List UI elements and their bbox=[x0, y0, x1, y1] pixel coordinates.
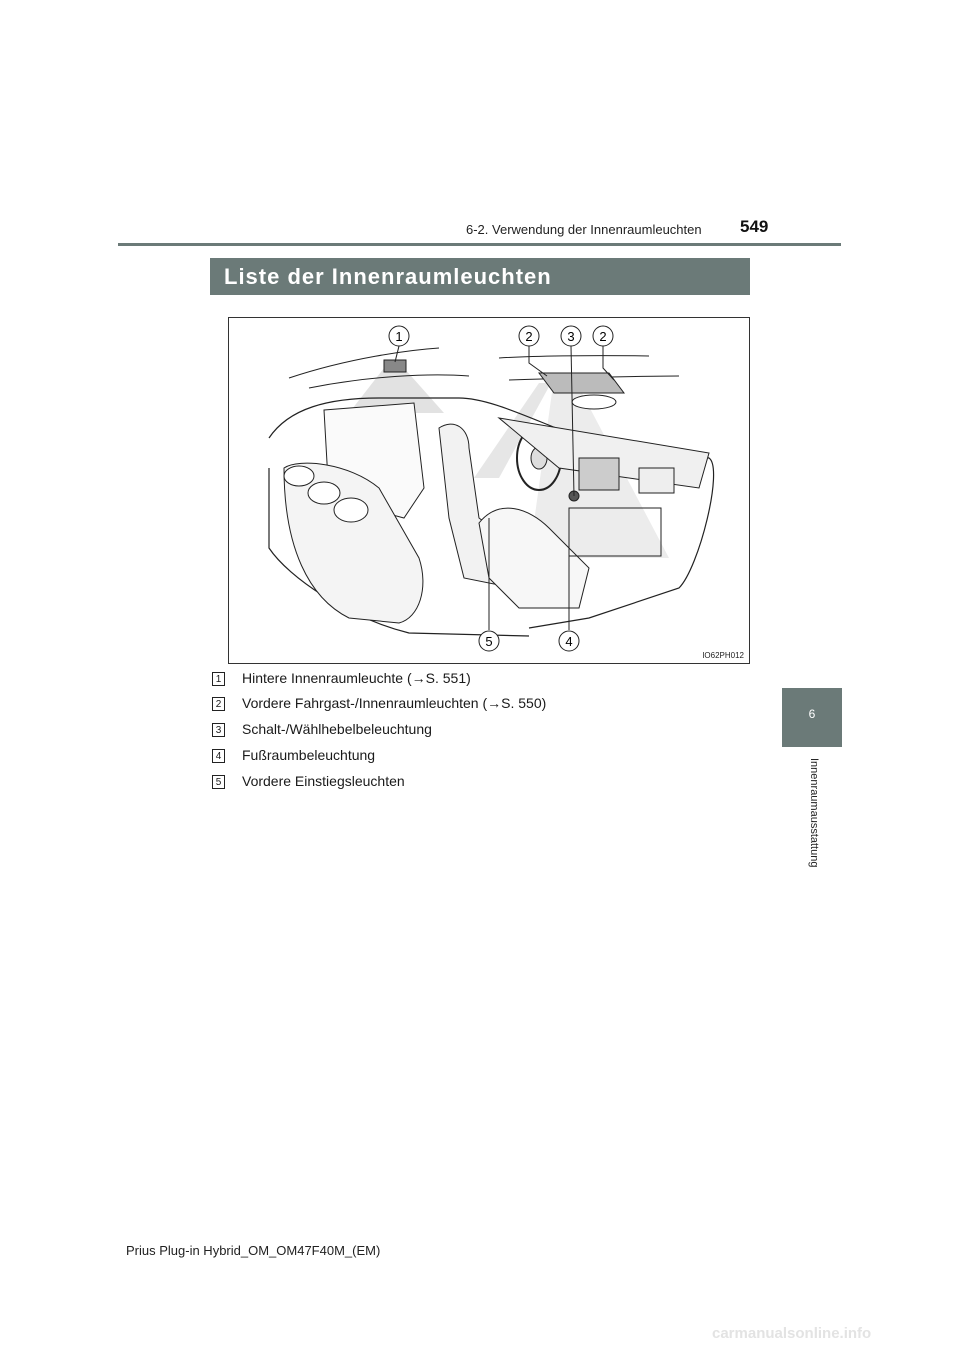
legend-number: 5 bbox=[212, 775, 225, 789]
car-interior-illustration bbox=[229, 318, 749, 663]
header-divider bbox=[118, 243, 841, 246]
callout-2b bbox=[593, 326, 613, 346]
interior-lights-figure bbox=[228, 317, 750, 664]
chapter-side-label bbox=[800, 758, 820, 890]
page-number: 549 bbox=[740, 217, 769, 236]
callout-3 bbox=[561, 326, 581, 346]
legend-text: Fußraumbeleuchtung bbox=[242, 747, 376, 763]
chapter-label: Innenraumausstattung bbox=[808, 758, 820, 868]
legend-text: Schalt-/Wählhebelbeleuchtung bbox=[242, 721, 432, 737]
legend-number: 2 bbox=[212, 697, 225, 711]
legend-text: Vordere Einstiegsleuchten bbox=[242, 773, 405, 789]
legend-text: Vordere Fahrgast-/Innenraumleuchten (→S. 550) bbox=[242, 695, 547, 711]
chapter-number: 6 bbox=[808, 707, 816, 721]
footer-manual-id: Prius Plug-in Hybrid_OM_OM47F40M_(EM) bbox=[126, 1243, 381, 1258]
callout-5-label: 5 bbox=[485, 634, 493, 649]
chapter-tab bbox=[782, 688, 842, 747]
callout-2a-label: 2 bbox=[525, 329, 533, 344]
center-display bbox=[579, 458, 619, 490]
callout-3-label: 3 bbox=[567, 329, 575, 344]
section-title: Liste der Innenraumleuchten bbox=[224, 264, 552, 289]
callout-2b-label: 2 bbox=[599, 329, 607, 344]
callout-4-label: 4 bbox=[565, 634, 573, 649]
callout-5 bbox=[479, 631, 499, 651]
callout-2a bbox=[519, 326, 539, 346]
header-section-title: 6-2. Verwendung der Innenraumleuchten bbox=[466, 222, 702, 237]
legend-number: 1 bbox=[212, 672, 225, 686]
section-heading-bar bbox=[210, 258, 750, 295]
callout-1-label: 1 bbox=[395, 329, 403, 344]
legend-text: Hintere Innenraumleuchte (→S. 551) bbox=[242, 670, 471, 686]
callout-4 bbox=[559, 631, 579, 651]
overhead-console bbox=[539, 373, 624, 393]
legend-number: 4 bbox=[212, 749, 225, 763]
figure-code: IO62PH012 bbox=[702, 651, 744, 660]
legend-number: 3 bbox=[212, 723, 225, 737]
watermark: carmanualsonline.info bbox=[712, 1325, 872, 1342]
callout-1 bbox=[389, 326, 409, 346]
